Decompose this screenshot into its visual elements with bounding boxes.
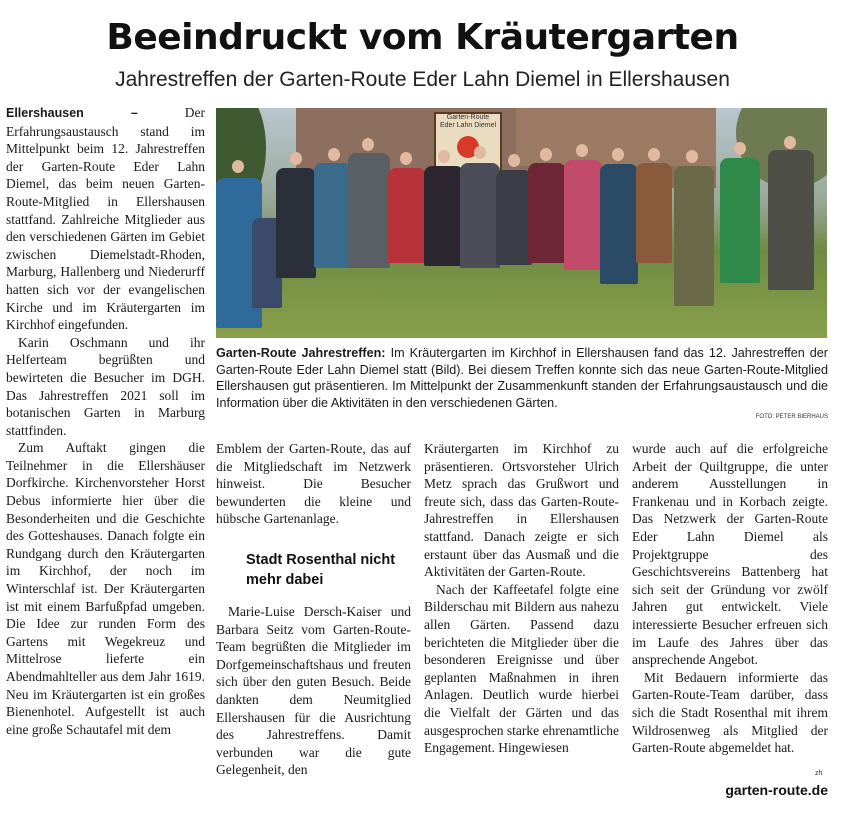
text-column-4 (632, 440, 828, 780)
dateline: Ellershausen – (6, 106, 138, 120)
person-head (438, 150, 450, 163)
paragraph: Der Erfahrungsaustausch stand im Mittelpunkt beim 12. Jahrestreffen der Garten-Route Eder Lahn Diemel, das beim neuen Garten-Route-Mitglied in Ellershausen stattfand. Zahlreiche Mitglieder aus den verschiedenen Gärten im Gebiet zwischen Diemelstadt-Rhoden, Marburg, Hallenberg und Niederurff hatten sich vor der evangelischen Kirche und im Kräutergarten im Kirchhof eingefunden. (6, 105, 205, 333)
text-column-1 (6, 104, 205, 804)
paragraph: Zum Auftakt gingen die Teilnehmer in die Ellershäuser Dorfkirche. Kirchenvorsteher Horst Debus informierte hier über die Besonderheiten und die Geschichte des Gotteshauses. Danach folgte ein Rundgang durch den Kräutergarten im Kirchhof, der noch im Winterschlaf ist. Der Kräutergarten ist mit einem Barfußpfad umgeben. Die Idee zur runden Form des Gartens mit Wegekreuz und Mittelrose lieferte ein Abendmahlteller aus dem Jahr 1619. Neu im Kräutergarten ist ein großes Bienenhotel. Aufgestellt ist auch eine große Schautafel mit dem (6, 440, 205, 737)
text-column-2 (216, 440, 411, 535)
person-head (474, 146, 486, 159)
person-figure (388, 168, 426, 263)
person-head (328, 148, 340, 161)
sign-line-1: Garten-Route (446, 114, 490, 121)
person-head (576, 144, 588, 157)
person-head (784, 136, 796, 149)
sign-line-2: Eder Lahn Diemel (439, 122, 497, 129)
website-link[interactable]: garten-route.de (725, 782, 828, 798)
section-subhead: Stadt Rosenthal nicht mehr dabei (246, 552, 396, 588)
group-photo (216, 108, 827, 338)
paragraph: Mit Bedauern informierte das Garten-Route-Team darüber, dass sich die Stadt Rosenthal mit ihrem Wildrosenweg als Mitglied der Garten-Route abgemeldet hat. (632, 669, 828, 756)
person-figure (314, 163, 352, 268)
person-figure (348, 153, 390, 268)
person-figure (460, 163, 500, 268)
person-figure (720, 158, 760, 283)
caption-text: Im Kräutergarten im Kirchhof in Ellershausen fand das 12. Jahrestreffen der Garten-Route Eder Lahn Diemel statt (Bild). Bei diesem Treffen konnte sich das neue Garten-Route-Mitglied Ellershausen gut präsentieren. Im Mittelpunkt der Zusammenkunft standen der Erfahrungsaustausch und die Information über die Aktivitäten in den verschiedenen Gärten. (216, 346, 829, 410)
paragraph: Kräutergarten im Kirchhof zu präsentieren. Ortsvorsteher Ulrich Metz sprach das Grußwort und freute sich, dass das Garten-Route-Jahrestreffen in Ellershausen stattfand. Danach zeigte er sich erstaunt über das Ausmaß und die Aktivitäten der Garten-Route. (424, 441, 619, 580)
person-head (540, 148, 552, 161)
person-head (734, 142, 746, 155)
article-headline: Beeindruckt vom Kräutergarten (106, 17, 739, 58)
person-head (648, 148, 660, 161)
person-figure (424, 166, 464, 266)
person-figure (496, 170, 532, 265)
photo-credit: FOTO: PETER BIERHAUS (755, 414, 828, 420)
caption-lead: Garten-Route Jahrestreffen: (216, 346, 386, 360)
person-figure (636, 163, 672, 263)
text-column-2-lower (216, 603, 411, 803)
person-head (686, 150, 698, 163)
paragraph: wurde auch auf die erfolgreiche Arbeit der Quiltgruppe, die unter anderem Ausstellungen in Frankenau und in Korbach zeigte. Das Netzwerk der Garten-Route Eder Lahn Diemel als Projektgruppe des Geschichtsvereins Battenberg hat sich seit der Gründung vor zwölf Jahren gut entwickelt. Viele interessierte Besucher erfreuen sich im Laufe des Jahres über das ansprechende Angebot. (632, 441, 828, 668)
person-head (232, 160, 244, 173)
person-head (400, 152, 412, 165)
person-head (612, 148, 624, 161)
article-subheadline: Jahrestreffen der Garten-Route Eder Lahn Diemel in Ellershausen (115, 68, 730, 91)
paragraph: Emblem der Garten-Route, das auf die Mitgliedschaft im Netzwerk hinweist. Die Besucher bewunderten die kleine und hübsche Gartenanlage. (216, 441, 411, 527)
person-figure (276, 168, 316, 278)
person-head (508, 154, 520, 167)
text-column-3 (424, 440, 619, 804)
paragraph: Karin Oschmann und ihr Helferteam begrüßten und bewirteten die Besucher im DGH. Das Jahrestreffen 2021 soll im botanischen Garten in Marburg stattfinden. (6, 334, 205, 438)
person-figure (600, 164, 638, 284)
photo-caption (216, 345, 828, 411)
paragraph: Nach der Kaffeetafel folgte eine Bilderschau mit Bildern aus nahezu allen Gärten. Passend dazu berichteten die Mitglieder über die besonderen Ereignisse und über geplanten Maßnahmen in ihren Anlagen. Deutlich wurde hierbei die Vielfalt der Gärten und das ausgesprochen starke ehrenamtliche Engagement. Hingewiesen (424, 581, 619, 756)
person-figure (674, 166, 714, 306)
person-figure (564, 160, 602, 270)
person-head (290, 152, 302, 165)
person-head (362, 138, 374, 151)
paragraph: Marie-Luise Dersch-Kaiser und Barbara Seitz vom Garten-Route-Team begrüßten die Mitglieder im Dorfgemeinschaftshaus und freuten sich über den guten Besuch. Beide dankten dem Neumitglied Ellershausen für die Ausrichtung des Jahrestreffens. Damit verbunden war die gute Gelegenheit, den (216, 604, 411, 778)
person-figure (528, 163, 566, 263)
author-initials: zh (815, 770, 823, 777)
person-figure (768, 150, 814, 290)
